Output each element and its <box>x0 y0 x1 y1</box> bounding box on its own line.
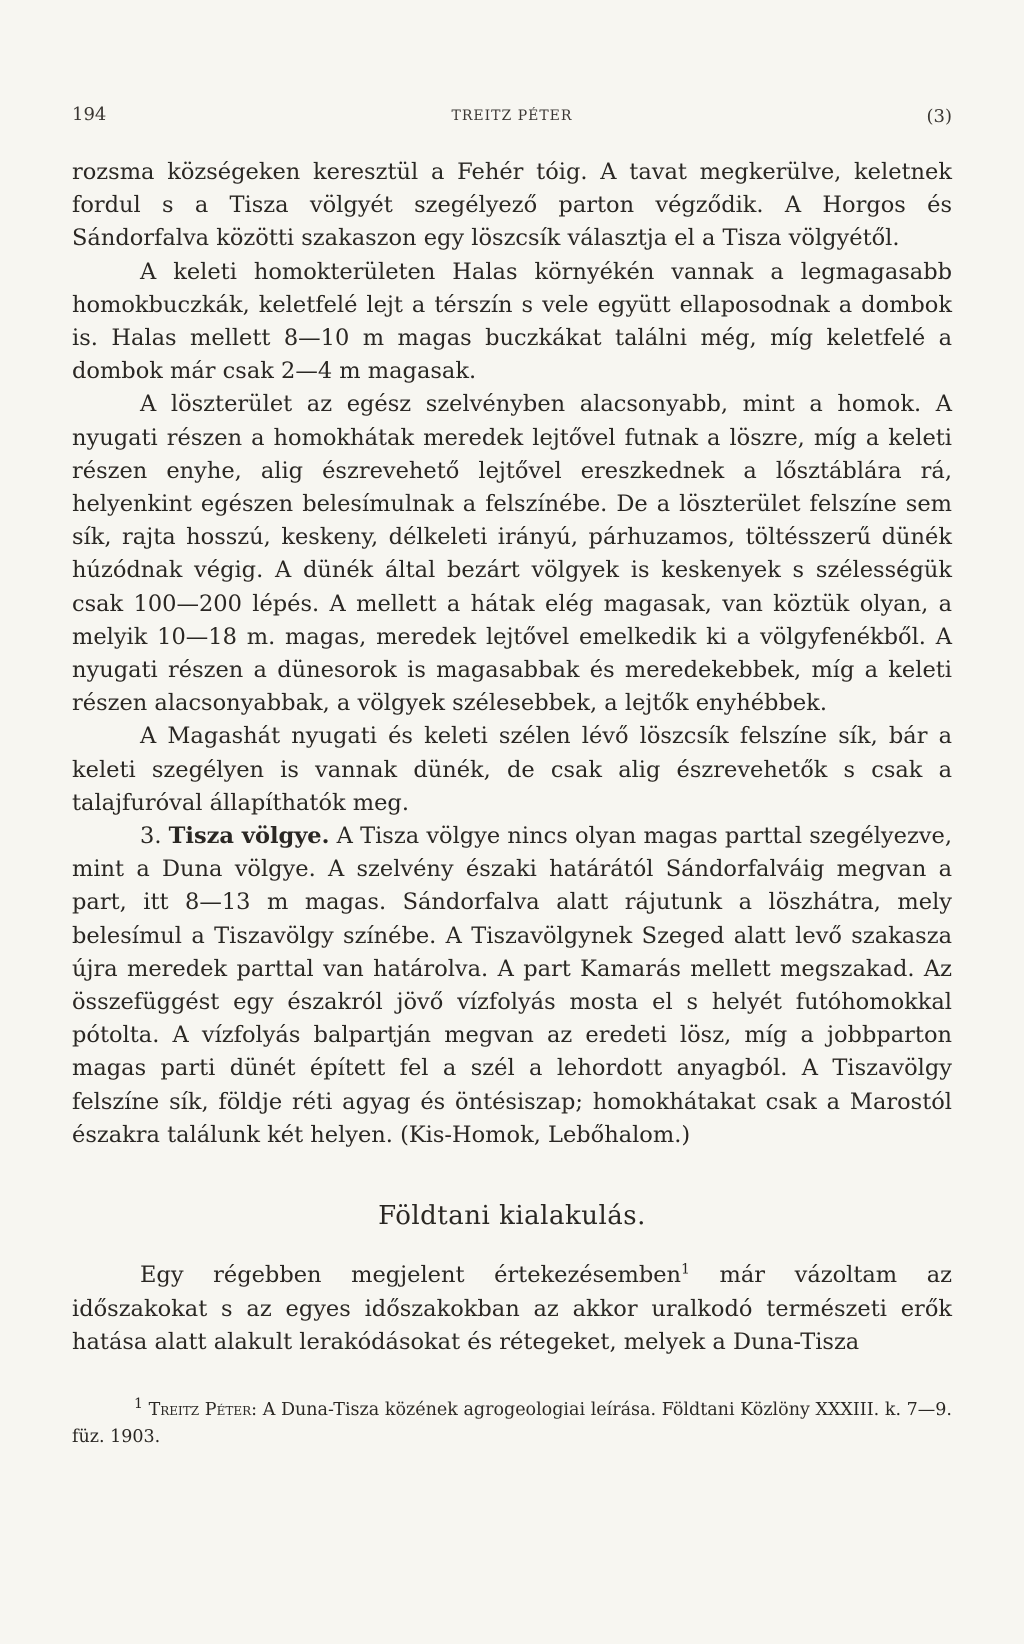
document-page <box>72 96 952 1468</box>
paragraph-tisza-valley <box>72 820 952 1152</box>
subsection-heading: Tisza völgye. <box>168 823 330 850</box>
geology-text-end: már vázoltam az időszakokat s az egyes időszakokban az akkor uralkodó természeti erők hatása alatt alakult lerakódásokat és rétegeket, melyek a Duna-Tisza <box>72 1262 952 1355</box>
body-text <box>72 156 952 1359</box>
page-number: 194 <box>72 104 107 125</box>
subsection-number: 3. <box>140 823 162 850</box>
footnote-mark: 1 <box>134 1396 143 1413</box>
footnote-author: Treitz Péter <box>148 1399 252 1420</box>
geology-text-start: Egy régebben megjelent értekezésemben <box>140 1262 682 1289</box>
running-head-author: TREITZ PÉTER <box>451 108 573 124</box>
subsection-text: A Tisza völgye nincs olyan magas parttal szegélyezve, mint a Duna völgye. A szelvény északi határától Sándorfalváig megvan a part, itt 8—13 m magas. Sándorfalva alatt rájutunk a löszhátra, mely belesímul a Tiszavölgy színébe. A Tiszavölgynek Szeged alatt levő szakasza újra meredek parttal van határolva. A part Kamarás mellett megszakad. Az összefüggést egy északról jövő vízfolyás mosta el s helyét futóhomokkal pótolta. A vízfolyás balpartján megvan az eredeti lösz, míg a jobbparton magas parti dünét épített fel a szél a lehordott anyagból. A Tiszavölgy felszíne sík, földje réti agyag és öntésiszap; homokhátakat csak a Marostól északra találunk két helyen. (Kis-Homok, Lebőhalom.) <box>72 823 952 1148</box>
footnote-text: : A Duna-Tisza közének agrogeologiai leírása. Földtani Közlöny XXXIII. k. 7—9. füz. 1903. <box>72 1399 952 1447</box>
paragraph-eastern-sand-area: A keleti homokterületen Halas környékén vannak a legmagasabb homokbuczkák, keletfelé lejt a térszín s vele együtt ellaposodnak a dombok is. Halas mellett 8—10 m magas buczkákat találni még, míg keletfelé a dombok már csak 2—4 m magasak. <box>72 258 952 385</box>
paragraph-magashat: A Magashát nyugati és keleti szélen lévő löszcsík felszíne sík, bár a keleti szegélyen is vannak dünék, de csak alig észrevehetők s csak a talajfuróval állapíthatók meg. <box>72 723 952 816</box>
section-heading: Földtani kialakulás. <box>378 1201 646 1232</box>
paragraph-loess-area: A löszterület az egész szelvényben alacsonyabb, mint a homok. A nyugati részen a homokhátak meredek lejtővel futnak a löszre, míg a keleti részen enyhe, alig észrevehető lejtővel ereszkednek a lősztáblára rá, helyenkint egészen belesímulnak a felszínébe. De a löszterület felszíne sem sík, rajta hosszú, keskeny, délkeleti irányú, párhuzamos, töltésszerű dünék húzódnak végig. A dünék által bezárt völgyek is keskenyek s szélességük csak 100—200 lépés. A mellett a hátak elég magasak, van köztük olyan, a melyik 10—18 m. magas, meredek lejtővel emelkedik ki a völgyfenékből. A nyugati részen a dünesorok is magasabbak és meredekebbek, míg a keleti részen alacsonyabbak, a völgyek szélesebbek, a lejtők enyhébbek. <box>72 391 952 717</box>
paragraph-continuation: rozsma községeken keresztül a Fehér tóig. A tavat megkerülve, keletnek fordul s a Tisza völgyét szegélyező parton végződik. A Horgos és Sándorfalva közötti szakaszon egy löszcsík választja el a Tisza völgyétől. <box>72 159 952 252</box>
paragraph-geology <box>72 1259 952 1359</box>
running-header <box>72 96 952 136</box>
footnote-reference[interactable]: 1 <box>681 1261 690 1278</box>
footnote <box>72 1397 952 1451</box>
section-number: (3) <box>926 106 952 127</box>
